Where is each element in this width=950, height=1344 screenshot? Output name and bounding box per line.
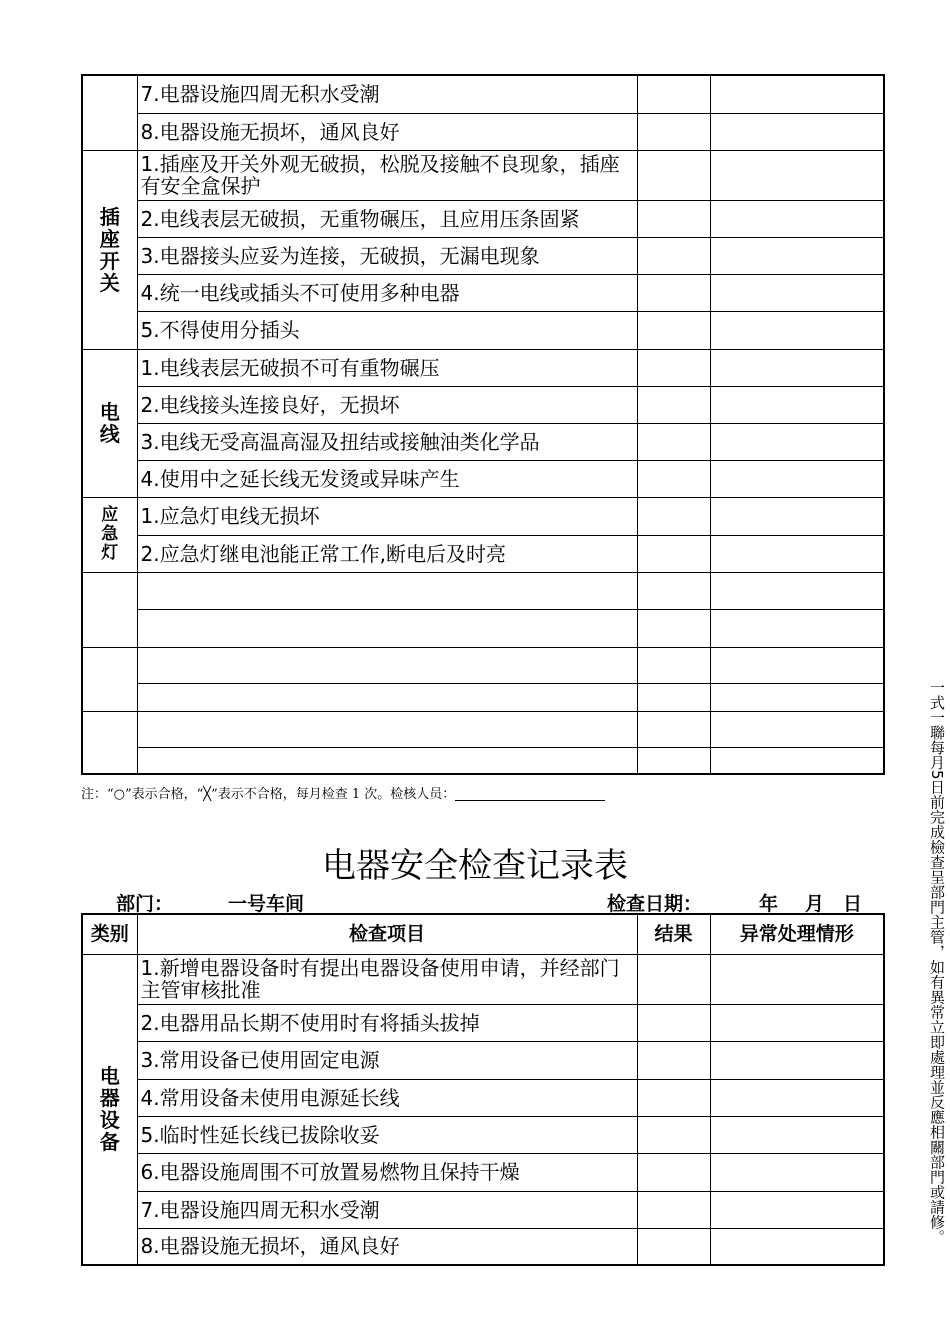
check-item-blank[interactable]: [137, 683, 637, 711]
check-item: 8.电器设施无损坏，通风良好: [137, 1228, 637, 1265]
check-item: 5.不得使用分插头: [137, 311, 637, 349]
result-cell[interactable]: [637, 535, 710, 572]
result-cell[interactable]: [637, 1079, 710, 1116]
category-electrical-equipment: 电器设备: [82, 954, 137, 1265]
remark-cell[interactable]: [710, 349, 884, 386]
remark-cell[interactable]: [710, 113, 884, 150]
category-wire: 电线: [82, 349, 137, 497]
header-category: 类别: [82, 914, 137, 954]
result-cell[interactable]: [637, 1191, 710, 1228]
result-cell[interactable]: [637, 200, 710, 237]
remark-cell[interactable]: [710, 1228, 884, 1265]
check-item: 7.电器设施四周无积水受潮: [137, 75, 637, 113]
dept-label: 部门：: [116, 893, 174, 915]
result-cell[interactable]: [637, 150, 710, 200]
check-item: 8.电器设施无损坏，通风良好: [137, 113, 637, 150]
check-item: 7.电器设施四周无积水受潮: [137, 1191, 637, 1228]
result-cell[interactable]: [637, 349, 710, 386]
result-cell[interactable]: [637, 954, 710, 1004]
result-cell[interactable]: [637, 609, 710, 647]
remark-cell[interactable]: [710, 683, 884, 711]
category-cell-blank: [82, 572, 137, 647]
remark-cell[interactable]: [710, 423, 884, 460]
header-result: 结果: [637, 914, 710, 954]
result-cell[interactable]: [637, 237, 710, 274]
result-cell[interactable]: [637, 497, 710, 535]
remark-cell[interactable]: [710, 386, 884, 423]
check-item: 5.临时性延长线已拔除收妥: [137, 1116, 637, 1153]
result-cell[interactable]: [637, 460, 710, 497]
remark-cell[interactable]: [710, 954, 884, 1004]
check-item-blank[interactable]: [137, 647, 637, 683]
check-item-blank[interactable]: [137, 711, 637, 747]
remark-cell[interactable]: [710, 1191, 884, 1228]
category-socket-switch: 插座开关: [82, 150, 137, 349]
check-item: 2.电器用品长期不使用时有将插头拔掉: [137, 1004, 637, 1041]
remark-cell[interactable]: [710, 460, 884, 497]
check-item: 4.使用中之延长线无发烫或异味产生: [137, 460, 637, 497]
date-label: 检查日期：: [607, 893, 703, 915]
inspection-table-bottom: [81, 913, 885, 1266]
remark-cell[interactable]: [710, 535, 884, 572]
result-cell[interactable]: [637, 1153, 710, 1191]
check-item-blank[interactable]: [137, 609, 637, 647]
category-emergency-light: 应急灯: [82, 497, 137, 572]
remark-cell[interactable]: [710, 150, 884, 200]
result-cell[interactable]: [637, 423, 710, 460]
check-item: 3.常用设备已使用固定电源: [137, 1041, 637, 1079]
result-cell[interactable]: [637, 572, 710, 609]
result-cell[interactable]: [637, 311, 710, 349]
result-cell[interactable]: [637, 647, 710, 683]
result-cell[interactable]: [637, 113, 710, 150]
result-cell[interactable]: [637, 75, 710, 113]
category-cell-blank: [82, 711, 137, 774]
category-cell-blank: [82, 647, 137, 711]
result-cell[interactable]: [637, 1228, 710, 1265]
check-item: 3.电器接头应妥为连接，无破损，无漏电现象: [137, 237, 637, 274]
remark-cell[interactable]: [710, 1004, 884, 1041]
remark-cell[interactable]: [710, 609, 884, 647]
check-item-blank[interactable]: [137, 747, 637, 774]
remark-cell[interactable]: [710, 200, 884, 237]
remark-cell[interactable]: [710, 497, 884, 535]
inspector-signature-line[interactable]: [455, 788, 605, 801]
footnote: 注：“○”表示合格，“╳”表示不合格，每月检查 1 次。检核人员：: [81, 783, 605, 802]
header-remark: 异常处理情形: [710, 914, 884, 954]
remark-cell[interactable]: [710, 747, 884, 774]
remark-cell[interactable]: [710, 1153, 884, 1191]
result-cell[interactable]: [637, 386, 710, 423]
remark-cell[interactable]: [710, 647, 884, 683]
remark-cell[interactable]: [710, 311, 884, 349]
check-item: 1.新增电器设备时有提出电器设备使用申请，并经部门主管审核批准: [137, 954, 637, 1004]
result-cell[interactable]: [637, 683, 710, 711]
check-item: 1.插座及开关外观无破损，松脱及接触不良现象，插座有安全盒保护: [137, 150, 637, 200]
result-cell[interactable]: [637, 1004, 710, 1041]
result-cell[interactable]: [637, 1041, 710, 1079]
date-month: 月: [805, 893, 825, 915]
remark-cell[interactable]: [710, 711, 884, 747]
check-item: 4.统一电线或插头不可使用多种电器: [137, 274, 637, 311]
check-item: 4.常用设备未使用电源延长线: [137, 1079, 637, 1116]
remark-cell[interactable]: [710, 1041, 884, 1079]
result-cell[interactable]: [637, 274, 710, 311]
check-item: 3.电线无受高温高湿及扭结或接触油类化学品: [137, 423, 637, 460]
result-cell[interactable]: [637, 1116, 710, 1153]
check-item-blank[interactable]: [137, 572, 637, 609]
remark-cell[interactable]: [710, 572, 884, 609]
inspection-table-top: [81, 74, 885, 775]
check-item: 2.应急灯继电池能正常工作,断电后及时亮: [137, 535, 637, 572]
form-title: 电器安全检查记录表: [322, 846, 628, 886]
remark-cell[interactable]: [710, 1116, 884, 1153]
dept-value[interactable]: 一号车间: [228, 893, 305, 915]
check-item: 6.电器设施周围不可放置易燃物且保持干燥: [137, 1153, 637, 1191]
remark-cell[interactable]: [710, 274, 884, 311]
result-cell[interactable]: [637, 747, 710, 774]
check-item: 2.电线表层无破损，无重物碾压，且应用压条固紧: [137, 200, 637, 237]
header-check-item: 检查项目: [137, 914, 637, 954]
result-cell[interactable]: [637, 711, 710, 747]
remark-cell[interactable]: [710, 75, 884, 113]
side-note: 一式一聯每月5日前完成檢查呈部門主管，如有異常立即處理並反應相關部門或請修。: [928, 680, 946, 1245]
remark-cell[interactable]: [710, 1079, 884, 1116]
check-item: 1.电线表层无破损不可有重物碾压: [137, 349, 637, 386]
date-day: 日: [843, 893, 863, 915]
date-year: 年: [759, 893, 779, 915]
check-item: 2.电线接头连接良好，无损坏: [137, 386, 637, 423]
check-item: 1.应急灯电线无损坏: [137, 497, 637, 535]
remark-cell[interactable]: [710, 237, 884, 274]
category-cell-blank: [82, 75, 137, 150]
